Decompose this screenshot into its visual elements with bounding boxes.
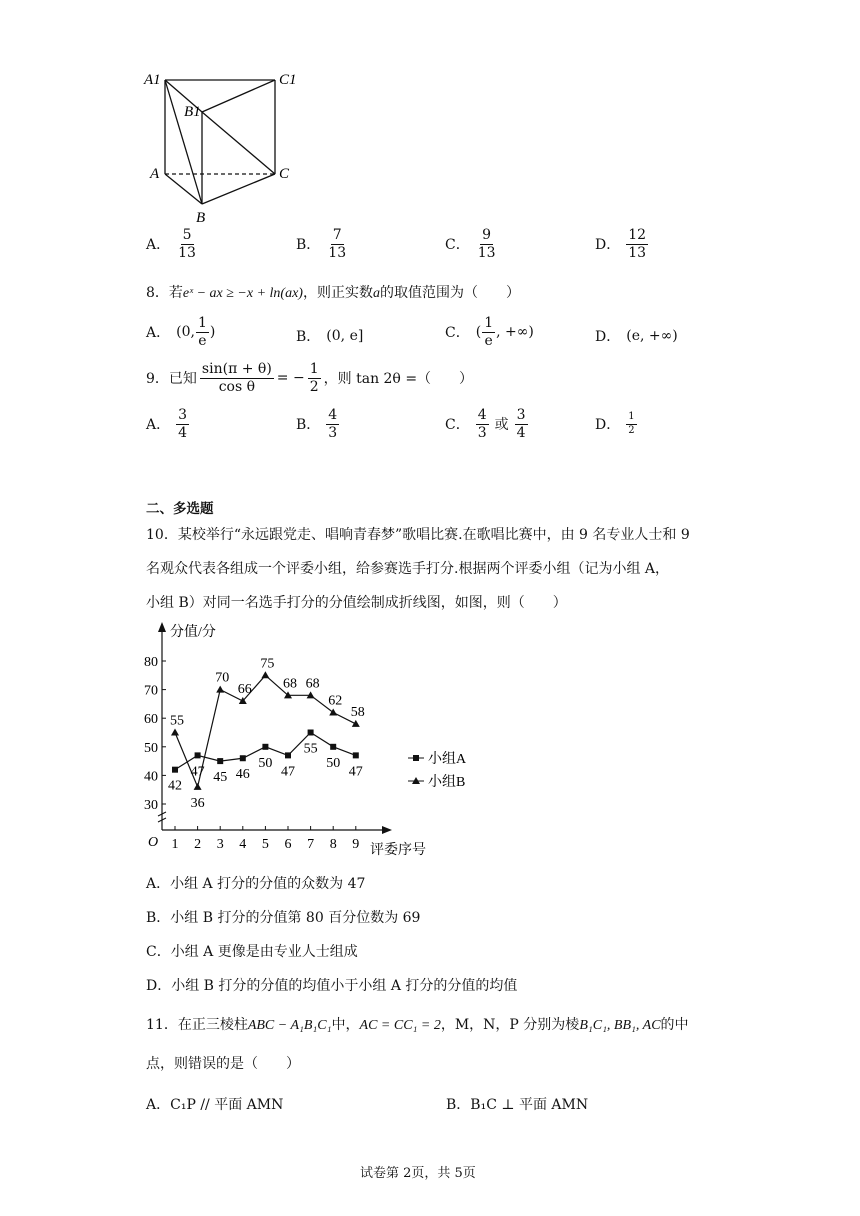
x-tick-label: 7 bbox=[307, 837, 315, 852]
label-C: C bbox=[279, 166, 290, 182]
q10-option-c[interactable]: C．小组 A 更像是由专业人士组成 bbox=[146, 944, 358, 960]
y-tick-label: 50 bbox=[144, 740, 158, 756]
fraction: $\frac{1}{e}$ bbox=[197, 315, 207, 349]
prism-figure bbox=[140, 66, 310, 226]
q11-option-b[interactable]: B．B₁C ⊥ 平面 AMN bbox=[446, 1097, 589, 1113]
q9-option-b[interactable]: B． $\frac{4}{3}$ bbox=[296, 407, 338, 441]
fraction: $\frac{12}{13}$ bbox=[628, 227, 647, 261]
fraction: $\frac{4}{3}$ bbox=[477, 407, 487, 441]
group-a-data-label: 50 bbox=[326, 755, 341, 771]
q7-option-a[interactable] bbox=[146, 228, 198, 260]
q7-option-c[interactable] bbox=[445, 228, 498, 260]
q11-line-1: 11．在正三棱柱ABC − A₁B₁C₁中，AC = CC₁ = 2，M，N，P 分别为棱B₁C₁, BB₁, AC的中 bbox=[146, 1017, 689, 1033]
page-footer: 试卷第 2页，共 5页 bbox=[360, 1166, 476, 1181]
group-b-data-label: 36 bbox=[190, 795, 205, 811]
q8-condition: eˣ − ax ≥ −x + ln(ax) bbox=[182, 286, 303, 301]
legend-marker-group-a bbox=[413, 755, 419, 761]
q8-option-a[interactable]: A． (0, $\frac{1}{e}$ ) bbox=[146, 315, 216, 349]
fraction: $\frac{1}{2}$ bbox=[628, 411, 635, 436]
group-a-data-label: 55 bbox=[303, 741, 318, 757]
legend-label-group-a: 小组A bbox=[428, 752, 467, 767]
group-a-point bbox=[262, 744, 268, 750]
q10-option-d[interactable]: D．小组 B 打分的分值的均值小于小组 A 打分的分值的均值 bbox=[146, 978, 518, 994]
q8-option-d[interactable]: D． (e, +∞) bbox=[595, 328, 678, 345]
q9-option-c[interactable]: C． $\frac{4}{3}$ 或 $\frac{3}{4}$ bbox=[445, 407, 526, 441]
x-axis-label: 评委序号 bbox=[370, 843, 426, 858]
group-b-data-label: 62 bbox=[328, 693, 343, 709]
line-chart bbox=[140, 618, 500, 863]
fraction: $\frac{9}{13}$ bbox=[477, 227, 496, 261]
group-a-data-label: 42 bbox=[168, 778, 182, 794]
q10-line-1: 10．某校举行“永远跟党走、唱响青春梦”歌唱比赛.在歌唱比赛中，由 9 名专业人士和 9 bbox=[146, 527, 690, 543]
y-axis-arrow bbox=[158, 622, 166, 632]
group-a-data-label: 47 bbox=[190, 764, 205, 780]
x-tick-label: 4 bbox=[239, 837, 247, 852]
option-letter: A． bbox=[146, 237, 171, 254]
y-tick-label: 80 bbox=[144, 655, 158, 670]
fraction: $\frac{5}{13}$ bbox=[178, 227, 196, 261]
x-tick-label: 2 bbox=[194, 837, 202, 852]
fraction: $\frac{3}{4}$ bbox=[516, 407, 526, 441]
group-a-data-label: 45 bbox=[213, 770, 228, 786]
q11-line-2: 点，则错误的是（ ） bbox=[146, 1056, 300, 1072]
group-b-data-label: 75 bbox=[260, 656, 275, 672]
group-a-point bbox=[353, 752, 359, 758]
x-tick-label: 8 bbox=[329, 837, 337, 852]
group-a-point bbox=[330, 744, 336, 750]
group-a-point bbox=[217, 758, 223, 764]
fraction: $\frac{\sin(\pi + \theta)}{\text{cos θ}}$ bbox=[201, 361, 272, 395]
origin-label: O bbox=[148, 835, 159, 850]
y-tick-label: 30 bbox=[144, 798, 158, 813]
x-tick-label: 9 bbox=[352, 837, 360, 852]
fraction: $\frac{4}{3}$ bbox=[328, 407, 338, 441]
section-title: 二、多选题 bbox=[146, 501, 214, 517]
q8-stem: 8．若eˣ − ax ≥ −x + ln(ax)，则正实数a的取值范围为（ ） bbox=[146, 285, 520, 301]
q9-option-a[interactable]: A． $\frac{3}{4}$ bbox=[146, 407, 188, 441]
group-b-data-label: 68 bbox=[305, 676, 320, 692]
group-a-point bbox=[240, 755, 246, 761]
group-a-point bbox=[285, 752, 291, 758]
q7-option-b[interactable] bbox=[296, 228, 348, 260]
label-B1: B1 bbox=[184, 104, 201, 120]
y-tick-label: 40 bbox=[144, 769, 158, 785]
group-b-point bbox=[261, 671, 269, 678]
x-tick-label: 6 bbox=[284, 837, 292, 852]
fraction: $\frac{1}{2}$ bbox=[309, 361, 319, 395]
option-letter: B． bbox=[296, 237, 321, 254]
group-a-point bbox=[195, 752, 201, 758]
x-tick-label: 3 bbox=[216, 837, 224, 852]
group-b-point bbox=[216, 686, 224, 693]
group-b-point bbox=[171, 729, 179, 736]
fraction: $\frac{1}{e}$ bbox=[484, 315, 494, 349]
group-a-point bbox=[308, 730, 314, 736]
group-a-data-label: 50 bbox=[258, 755, 273, 771]
label-A: A bbox=[150, 166, 160, 182]
q10-option-b[interactable]: B．小组 B 打分的分值第 80 百分位数为 69 bbox=[146, 910, 421, 926]
x-tick-label: 1 bbox=[171, 837, 179, 852]
x-tick-label: 5 bbox=[261, 837, 269, 852]
group-a-point bbox=[172, 767, 178, 773]
q9-option-d[interactable]: D． $\frac{1}{2}$ bbox=[595, 411, 635, 436]
group-b-data-label: 55 bbox=[170, 713, 184, 729]
label-C1: C1 bbox=[279, 72, 297, 88]
group-b-data-label: 70 bbox=[215, 670, 230, 686]
y-axis-label: 分值/分 bbox=[170, 625, 216, 640]
fraction: $\frac{7}{13}$ bbox=[328, 227, 347, 261]
q10-line-2: 名观众代表各组成一个评委小组，给参赛选手打分.根据两个评委小组（记为小组 A， bbox=[146, 561, 670, 577]
group-b-point bbox=[194, 783, 202, 790]
group-b-data-label: 68 bbox=[283, 676, 297, 692]
group-b-data-label: 66 bbox=[237, 682, 252, 698]
group-b-point bbox=[329, 708, 337, 715]
legend-label-group-b: 小组B bbox=[428, 775, 466, 790]
q11-option-a[interactable]: A．C₁P // 平面 AMN bbox=[146, 1097, 284, 1113]
label-B: B bbox=[196, 210, 206, 226]
group-a-data-label: 47 bbox=[348, 764, 363, 780]
fraction: $\frac{3}{4}$ bbox=[178, 407, 188, 441]
q8-option-b[interactable]: B． (0, e] bbox=[296, 328, 364, 345]
y-tick-label: 70 bbox=[144, 683, 158, 699]
label-A1: A1 bbox=[144, 72, 161, 88]
group-a-data-label: 47 bbox=[281, 764, 295, 780]
q7-option-d[interactable] bbox=[595, 228, 648, 260]
y-tick-label: 60 bbox=[144, 712, 158, 728]
group-b-data-label: 58 bbox=[350, 704, 365, 720]
q8-option-c[interactable]: C． ( $\frac{1}{e}$ , +∞) bbox=[445, 315, 534, 349]
option-letter: C． bbox=[445, 237, 470, 254]
x-axis-arrow bbox=[382, 826, 392, 834]
group-b-point bbox=[352, 720, 360, 727]
q10-option-a[interactable]: A．小组 A 打分的分值的众数为 47 bbox=[146, 876, 366, 892]
option-letter: D． bbox=[595, 237, 621, 254]
q9-stem: 9．已知 $\frac{\sin(\pi + \theta)}{\text{cos θ}}$ = − $\frac{1}{2}$ ，则 tan 2θ =（ ） bbox=[146, 361, 474, 395]
q10-line-3: 小组 B）对同一名选手打分的分值绘制成折线图，如图，则（ ） bbox=[146, 595, 567, 611]
group-a-data-label: 46 bbox=[235, 767, 250, 783]
